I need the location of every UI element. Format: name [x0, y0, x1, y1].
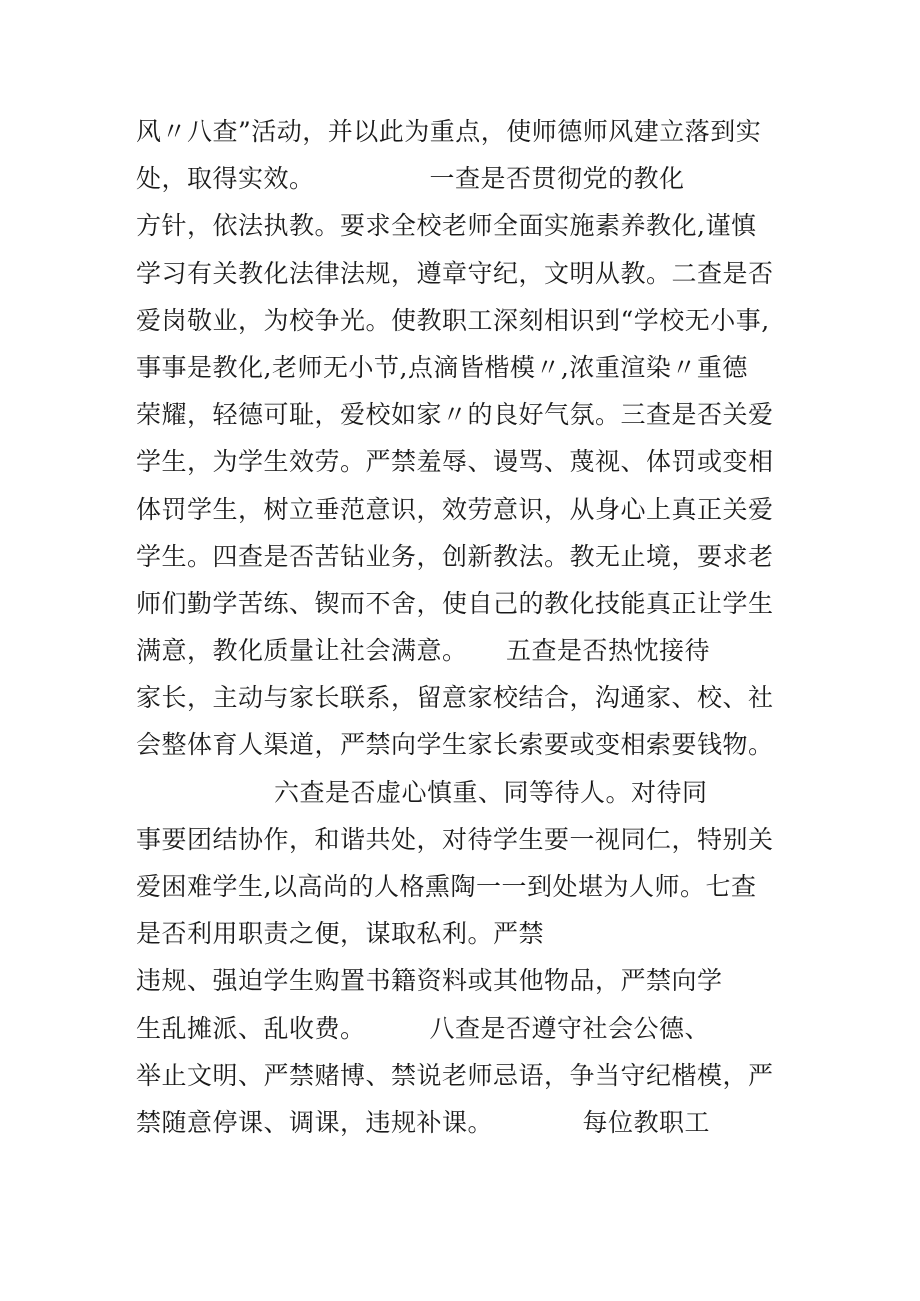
text-line: 爱困难学生,以高尚的人格熏陶一一到处堪为人师。七查	[136, 872, 757, 901]
text-line: 师们勤学苦练、锲而不舍，使自己的教化技能真正让学生	[136, 588, 774, 618]
text-line: 风〃八查”活动，并以此为重点，使师德师风建立落到实	[136, 117, 762, 146]
text-line: 是否利用职责之便，谋取私利。严禁	[136, 919, 545, 949]
text-line: 学习有关教化法律法规，遵章守纪，文明从教。二查是否	[136, 258, 774, 288]
text-line: 六查是否虚心慎重、同等待人。对待同	[274, 777, 708, 807]
text-line: 爱岗敬业，为校争光。使教职工深刻相识到“学校无小事,	[136, 305, 770, 335]
text-line: 方针，依法执教。要求全校老师全面实施素养教化,谨慎	[136, 211, 757, 241]
text-line: 违规、强迫学生购置书籍资料或其他物品，严禁向学	[136, 966, 723, 996]
text-line: 家长，主动与家长联系，留意家校结合，沟通家、校、社	[136, 683, 774, 713]
text-line: 生乱摊派、乱收费。 八查是否遵守社会公德、	[136, 1013, 711, 1043]
text-line: 禁随意停课、调课，违规补课。 每位教职工	[136, 1107, 711, 1137]
text-line: 举止文明、严禁赌博、禁说老师忌语，争当守纪楷模，严	[136, 1060, 774, 1090]
text-line: 处，取得实效。 一查是否贯彻党的教化	[136, 164, 685, 194]
text-line: 满意，教化质量让社会满意。 五查是否热忱接待	[136, 636, 711, 666]
text-line: 学生。四查是否苦钻业务，创新教法。教无止境，要求老	[136, 541, 774, 571]
text-line: 事要团结协作，和谐共处，对待学生要一视同仁，特别关	[136, 824, 774, 854]
body-text	[136, 108, 796, 1146]
text-line: 体罚学生，树立垂范意识，效劳意识，从身心上真正关爱	[136, 494, 774, 524]
text-line: 荣耀，轻德可耻，爱校如家〃的良好气氛。三查是否关爱	[136, 400, 774, 430]
text-line: 事事是教化,老师无小节,点滴皆楷模〃,浓重渲染〃重德	[136, 352, 748, 382]
text-line: 学生，为学生效劳。严禁羞辱、谩骂、蔑视、体罚或变相	[136, 447, 774, 477]
text-line: 会整体育人渠道，严禁向学生家长索要或变相索要钱物。	[136, 730, 774, 760]
